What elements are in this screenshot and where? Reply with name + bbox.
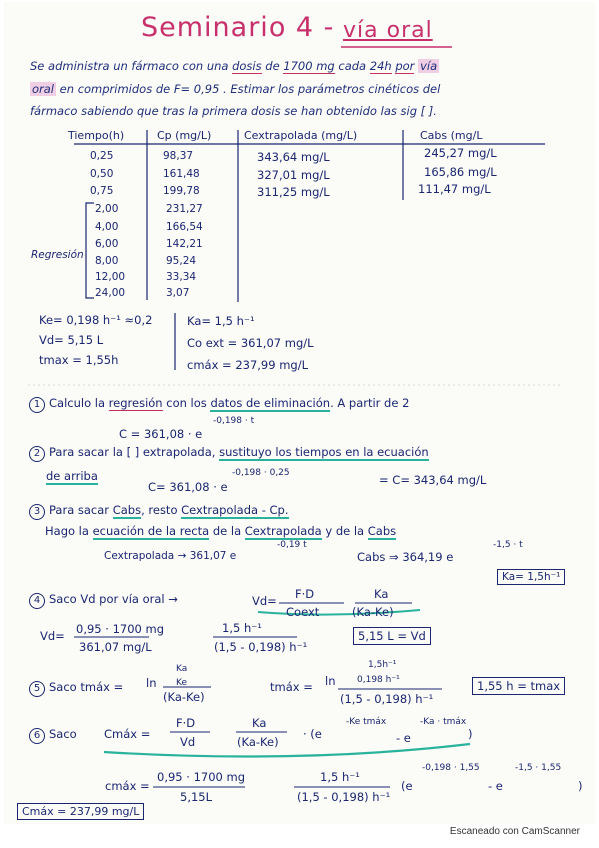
step-6-num-2: 1,5 h⁻¹ bbox=[320, 770, 360, 784]
tiempo-cell: 0,75 bbox=[90, 185, 114, 197]
step-5-num-2b: 0,198 h⁻¹ bbox=[357, 675, 400, 685]
cp-cell: 231,27 bbox=[166, 203, 203, 215]
step-6-exp-1: -Ke tmáx bbox=[346, 717, 387, 727]
step-6-ka-den: (Ka-Ke) bbox=[237, 735, 279, 749]
step-3-cabs-equation: Cabs ⇒ 364,19 e bbox=[357, 550, 454, 564]
param-tmax: tmax = 1,55h bbox=[39, 353, 119, 367]
cp-cell: 33,34 bbox=[166, 271, 197, 283]
param-ke: Ke= 0,198 h⁻¹ ≈0,2 bbox=[39, 313, 153, 327]
step-5-ln-2: ln bbox=[325, 674, 336, 688]
param-coext: Co ext = 361,07 mg/L bbox=[187, 336, 314, 350]
step-3-cext-equation: Cextrapolada → 361,07 e bbox=[104, 550, 237, 562]
step-5-den-2: (1,5 - 0,198) h⁻¹ bbox=[340, 692, 434, 706]
cp-cell: 98,37 bbox=[163, 150, 194, 162]
step-6: 6 Saco bbox=[29, 727, 77, 744]
step-6-cmax-label: Cmáx = bbox=[104, 727, 151, 741]
statement-line-1: Se administra un fármaco con una dosis de 1700 mg cada 24h por vía bbox=[30, 59, 438, 73]
param-vd: Vd= 5,15 L bbox=[39, 333, 104, 347]
cabs-cell: 165,86 mg/L bbox=[424, 165, 497, 179]
step-6-cmax-calc-label: cmáx = bbox=[105, 779, 150, 793]
step-3-result-box: Ka= 1,5h⁻¹ bbox=[497, 569, 565, 585]
cabs-cell: 245,27 mg/L bbox=[424, 146, 497, 160]
step-5-num-2: 1,5h⁻¹ bbox=[368, 660, 397, 670]
tiempo-cell: 0,25 bbox=[90, 150, 114, 162]
cp-cell: 166,54 bbox=[166, 221, 203, 233]
step-1-exponent: -0,198 · t bbox=[213, 416, 255, 426]
param-cmax: cmáx = 237,99 mg/L bbox=[187, 358, 309, 372]
step-6-frac-den: Vd bbox=[180, 735, 196, 749]
step-3-exponent-1: -0,19 t bbox=[277, 540, 307, 550]
page-title: Seminario 4 - bbox=[141, 12, 335, 43]
step-number: 3 bbox=[29, 504, 45, 520]
tiempo-cell: 4,00 bbox=[95, 221, 119, 233]
step-4-ka-num: Ka bbox=[374, 587, 389, 601]
step-6-exp-2: -Ka · tmáx bbox=[420, 717, 467, 727]
step-4-vd-calc-label: Vd= bbox=[40, 629, 65, 643]
step-6-paren-2: (e bbox=[401, 779, 413, 793]
step-5-num-ka: Ka bbox=[176, 664, 188, 674]
step-5: 5 Saco tmáx = bbox=[29, 680, 123, 697]
step-6-den-1: 5,15L bbox=[180, 790, 213, 804]
header-tiempo: Tiempo(h) bbox=[68, 129, 125, 142]
step-6-num-1: 0,95 · 1700 mg bbox=[157, 770, 245, 784]
scanner-watermark: Escaneado con CamScanner bbox=[449, 826, 580, 837]
cext-cell: 311,25 mg/L bbox=[257, 185, 330, 199]
step-4-result-box: 5,15 L = Vd bbox=[353, 627, 431, 645]
step-4-num-2: 1,5 h⁻¹ bbox=[222, 621, 262, 635]
page-subtitle: vía oral bbox=[343, 18, 433, 43]
step-6-ka-num: Ka bbox=[252, 716, 267, 730]
step-6-close-2: ) bbox=[578, 779, 583, 793]
statement-line-3: fármaco sabiendo que tras la primera dosis se han obtenido las sig [ ]. bbox=[30, 104, 437, 118]
statement-line-2: oral en comprimidos de F= 0,95 . Estimar los parámetros cinéticos del bbox=[32, 82, 441, 96]
step-number: 6 bbox=[29, 728, 45, 744]
step-2-result: = C= 343,64 mg/L bbox=[379, 473, 487, 487]
step-2-equation: C= 361,08 · e bbox=[148, 480, 228, 494]
step-4-ka-den: (Ka-Ke) bbox=[352, 605, 394, 619]
step-6-minus-2: - e bbox=[488, 779, 503, 793]
step-6-minus: - e bbox=[396, 731, 411, 745]
tiempo-cell: 2,00 bbox=[95, 203, 119, 215]
param-ka: Ka= 1,5 h⁻¹ bbox=[187, 314, 255, 328]
step-2: 2 Para sacar la [ ] extrapolada, sustituyo los tiempos en la ecuación bbox=[29, 445, 429, 462]
step-6-frac-num: F·D bbox=[176, 716, 196, 730]
step-5-den-1: (Ka-Ke) bbox=[163, 690, 205, 704]
step-4-frac-den: Coext bbox=[286, 605, 320, 619]
cext-cell: 343,64 mg/L bbox=[257, 150, 330, 164]
final-result-box: Cmáx = 237,99 mg/L bbox=[17, 803, 144, 820]
step-4: 4 Saco Vd por vía oral → bbox=[29, 592, 178, 609]
cp-cell: 161,48 bbox=[163, 168, 200, 180]
step-4-frac-num: F·D bbox=[295, 587, 315, 601]
cext-cell: 327,01 mg/L bbox=[257, 168, 330, 182]
step-6-den-2: (1,5 - 0,198) h⁻¹ bbox=[297, 790, 391, 804]
step-5-tmax-label: tmáx = bbox=[270, 680, 313, 694]
tiempo-cell: 24,00 bbox=[95, 287, 126, 299]
step-4-den-1: 361,07 mg/L bbox=[79, 640, 152, 654]
step-3: 3 Para sacar Cabs, resto Cextrapolada - Cp. bbox=[29, 503, 289, 520]
step-1: 1 Calculo la regresión con los datos de eliminación. A partir de 2 bbox=[29, 396, 409, 413]
step-6-paren: · (e bbox=[303, 727, 322, 741]
step-6-exp-4: -1,5 · 1,55 bbox=[515, 763, 562, 773]
tiempo-cell: 6,00 bbox=[95, 238, 119, 250]
tiempo-cell: 8,00 bbox=[95, 255, 119, 267]
step-5-result-box: 1,55 h = tmax bbox=[472, 677, 565, 695]
step-number: 4 bbox=[29, 593, 45, 609]
tiempo-cell: 0,50 bbox=[90, 168, 114, 180]
header-cp: Cp (mg/L) bbox=[157, 129, 212, 142]
step-5-num-ke: Ke bbox=[176, 678, 187, 688]
cabs-cell: 111,47 mg/L bbox=[418, 182, 491, 196]
header-cabs: Cabs (mg/L bbox=[420, 129, 483, 142]
step-number: 2 bbox=[29, 446, 45, 462]
tiempo-cell: 12,00 bbox=[95, 271, 126, 283]
step-4-den-2: (1,5 - 0,198) h⁻¹ bbox=[214, 640, 308, 654]
step-2-ref: de arriba bbox=[46, 469, 98, 483]
header-cextrapolada: Cextrapolada (mg/L) bbox=[244, 129, 358, 142]
regresion-label: Regresión bbox=[31, 249, 84, 261]
step-4-vd-label: Vd= bbox=[252, 594, 277, 608]
cp-cell: 3,07 bbox=[166, 287, 190, 299]
step-2-exponent: -0,198 · 0,25 bbox=[232, 468, 290, 478]
step-number: 5 bbox=[29, 681, 45, 697]
step-number: 1 bbox=[29, 397, 45, 413]
cp-cell: 199,78 bbox=[163, 185, 200, 197]
cp-cell: 142,21 bbox=[166, 238, 203, 250]
step-3-line-2: Hago la ecuación de la recta de la Cextrapolada y de la Cabs bbox=[45, 524, 397, 538]
step-6-close: ) bbox=[468, 727, 473, 741]
step-3-exponent-2: -1,5 · t bbox=[493, 540, 523, 550]
cp-cell: 95,24 bbox=[166, 255, 197, 267]
step-5-ln: ln bbox=[146, 676, 157, 690]
step-6-exp-3: -0,198 · 1,55 bbox=[422, 763, 480, 773]
step-4-num-1: 0,95 · 1700 mg bbox=[76, 622, 164, 636]
step-1-equation: C = 361,08 · e bbox=[119, 427, 203, 441]
